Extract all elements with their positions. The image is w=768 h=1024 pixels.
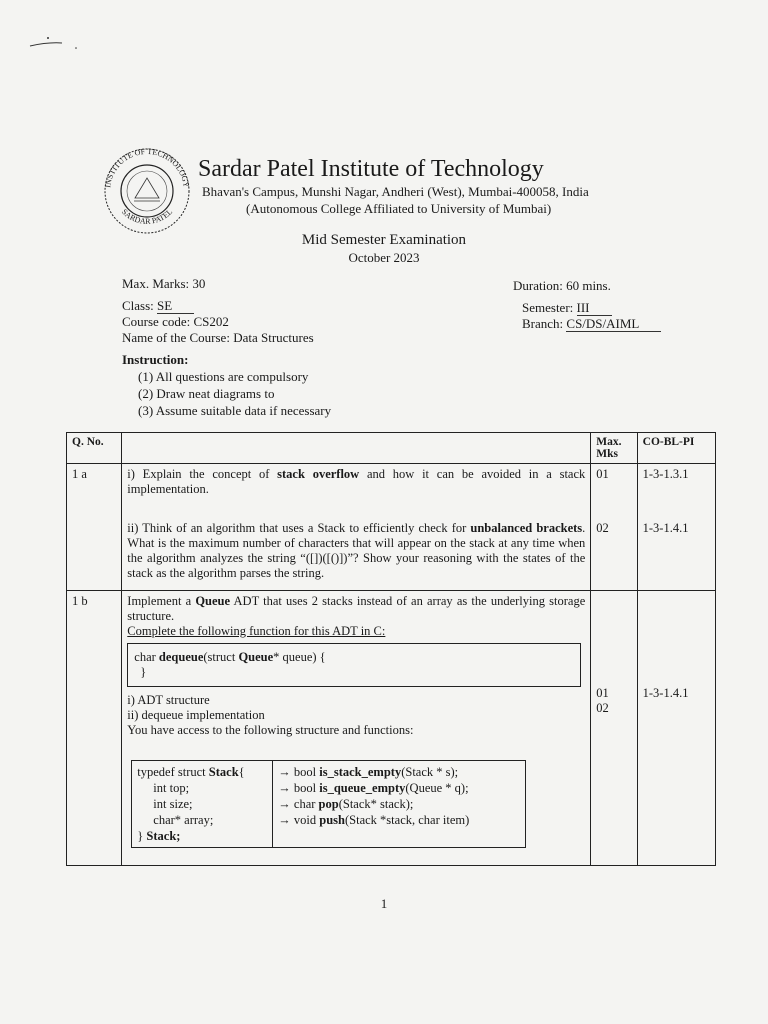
- question-1b: [122, 591, 591, 866]
- course-name-label: Name of the Course:: [122, 330, 230, 345]
- table-row: [67, 464, 716, 591]
- text: . What is the maximum number of characters that will appear on the stack at any time when the algorithm analyzes the string “([])([()])”? Show your reasoning with the states of the stack as the algorithm parses the string.: [127, 521, 586, 580]
- page-number: 1: [380, 896, 388, 911]
- text: char: [134, 650, 159, 664]
- dequeue-code-box: [127, 643, 581, 687]
- course-code: [122, 314, 229, 330]
- text: (Queue * q);: [405, 781, 469, 795]
- co-1a-i: 1-3-1.3.1: [642, 467, 689, 481]
- semester-label: Semester:: [522, 300, 574, 315]
- instruction-item: (2) Draw neat diagrams to: [138, 386, 275, 401]
- table-row: [67, 591, 716, 866]
- question-1b-part-ii: ii) dequeue implementation: [127, 708, 265, 722]
- max-marks-label: Max. Marks:: [122, 276, 190, 291]
- text: (Stack * s);: [401, 765, 459, 779]
- institute-affiliation: (Autonomous College Affiliated to University of Mumbai): [246, 201, 552, 216]
- branch-value: CS/DS/AIML: [566, 316, 661, 332]
- keyword: pop: [318, 797, 339, 811]
- instructions: [122, 352, 331, 419]
- pen-scribble-mark: [28, 34, 88, 54]
- co-1a: [637, 464, 715, 591]
- class-value: SE: [157, 298, 194, 314]
- course-name-value: Data Structures: [233, 330, 314, 345]
- institute-header: [100, 146, 660, 236]
- keyword: push: [319, 813, 345, 827]
- co-1b: [637, 591, 715, 866]
- class: [122, 298, 194, 314]
- max-marks: [122, 276, 205, 292]
- keyword: Stack;: [146, 829, 181, 843]
- text: int top;: [153, 781, 190, 795]
- instruction-item: (3) Assume suitable data if necessary: [138, 403, 332, 418]
- instruction-item: (1) All questions are compulsory: [138, 369, 309, 384]
- header-qno: Q. No.: [67, 433, 122, 464]
- header-co: CO-BL-PI: [637, 433, 715, 464]
- text: (Stack *stack, char item): [345, 813, 470, 827]
- question-1b-intro: [127, 594, 585, 624]
- marks-1b-i: 01: [596, 686, 609, 700]
- table-header-row: [67, 433, 716, 464]
- text: i) Explain the concept of: [127, 467, 278, 481]
- question-1b-part-i: i) ADT structure: [127, 693, 210, 707]
- text: and how it can be avoided in a stack implementation.: [127, 467, 586, 496]
- marks-1b-ii: 02: [596, 701, 609, 715]
- marks-1b: [591, 591, 637, 866]
- qno-1a: 1 a: [67, 464, 122, 591]
- text: {: [238, 765, 245, 779]
- institute-address: Bhavan's Campus, Munshi Nagar, Andheri (West), Mumbai-400058, India: [202, 184, 589, 199]
- text: → char: [278, 797, 319, 811]
- stack-structure-table: [131, 760, 526, 848]
- keyword: is_stack_empty: [319, 765, 402, 779]
- course-name: [122, 330, 314, 346]
- text: (Stack* stack);: [338, 797, 414, 811]
- qno-1b: 1 b: [67, 591, 122, 866]
- co-1b-value: 1-3-1.4.1: [642, 686, 689, 700]
- text: int size;: [153, 797, 193, 811]
- course-code-label: Course code:: [122, 314, 191, 329]
- branch: [522, 316, 661, 332]
- seal-text-top: INSTITUTE OF TECHNOLOGY: [103, 146, 191, 189]
- questions-table: [66, 432, 716, 866]
- text: ii) Think of an algorithm that uses a Stack to efficiently check for: [127, 521, 471, 535]
- header-marks: Max. Mks: [591, 433, 637, 464]
- class-label: Class:: [122, 298, 154, 313]
- text: → bool: [278, 781, 320, 795]
- question-1b-access: You have access to the following structure and functions:: [127, 723, 414, 737]
- code-close-brace: }: [140, 665, 147, 679]
- keyword: Stack: [208, 765, 239, 779]
- keyword: Queue: [195, 594, 231, 608]
- course-code-value: CS202: [193, 314, 229, 329]
- duration: [513, 278, 611, 294]
- institute-seal-icon: [100, 146, 194, 236]
- duration-value: 60 mins.: [566, 278, 611, 293]
- header-question: [122, 433, 591, 464]
- text: (struct: [203, 650, 239, 664]
- keyword: dequeue: [158, 650, 204, 664]
- marks-1a-i: 01: [596, 467, 609, 481]
- svg-text:INSTITUTE OF TECHNOLOGY: [103, 147, 191, 188]
- keyword: unbalanced brackets: [470, 521, 583, 535]
- function-list: [273, 761, 526, 848]
- co-1a-ii: 1-3-1.4.1: [642, 521, 689, 535]
- exam-title: Mid Semester Examination: [301, 232, 467, 248]
- question-1a: [122, 464, 591, 591]
- question-1a-part-i: [127, 467, 585, 503]
- text: → bool: [278, 765, 320, 779]
- semester-value: III: [577, 300, 612, 316]
- keyword: stack overflow: [277, 467, 360, 481]
- text: * queue) {: [273, 650, 326, 664]
- text: → void: [278, 813, 320, 827]
- keyword: Queue: [238, 650, 274, 664]
- question-1a-part-ii: [127, 521, 585, 587]
- exam-date: October 2023: [348, 250, 420, 265]
- text: }: [137, 829, 147, 843]
- branch-label: Branch:: [522, 316, 564, 331]
- institute-name: Sardar Patel Institute of Technology: [198, 156, 544, 182]
- duration-label: Duration:: [513, 278, 563, 293]
- instructions-heading: Instruction:: [122, 352, 189, 367]
- marks-1a-ii: 02: [596, 521, 609, 535]
- marks-1a: [591, 464, 637, 591]
- question-1b-complete: Complete the following function for this ADT in C:: [127, 624, 386, 638]
- text: ADT that uses 2 stacks instead of an array as the underlying storage structure.: [127, 594, 586, 623]
- max-marks-value: 30: [192, 276, 206, 291]
- text: char* array;: [153, 813, 214, 827]
- semester: [522, 300, 612, 316]
- struct-definition: [132, 761, 273, 848]
- text: Implement a: [127, 594, 196, 608]
- text: typedef struct: [137, 765, 209, 779]
- keyword: is_queue_empty: [319, 781, 406, 795]
- seal-text-bottom: SARDAR PATEL: [119, 207, 175, 226]
